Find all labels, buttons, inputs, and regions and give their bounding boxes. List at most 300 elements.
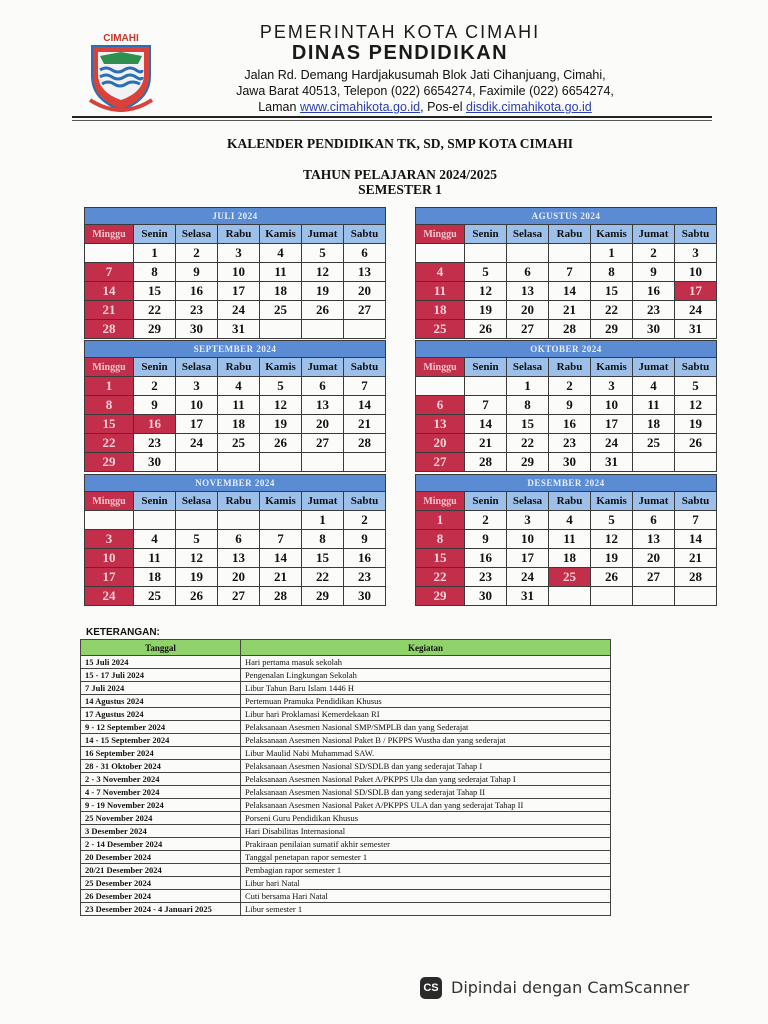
empty-cell: [302, 320, 344, 339]
day-header: Minggu: [416, 225, 465, 244]
date-cell: 30: [344, 587, 386, 606]
day-header: Senin: [134, 492, 176, 511]
date-cell: 9: [549, 396, 591, 415]
date-cell: 10: [218, 263, 260, 282]
month-calendar: [415, 207, 717, 339]
date-cell: 9: [633, 263, 675, 282]
day-header: Kamis: [591, 492, 633, 511]
week-row: [416, 511, 717, 530]
day-header: Rabu: [549, 225, 591, 244]
date-cell: 11: [633, 396, 675, 415]
date-cell: 29: [85, 453, 134, 472]
week-row: [85, 377, 386, 396]
date-cell: 12: [591, 530, 633, 549]
day-header: Senin: [134, 358, 176, 377]
legend-date: 3 Desember 2024: [81, 825, 241, 838]
legend-row: [81, 747, 611, 760]
legend-date: 9 - 12 September 2024: [81, 721, 241, 734]
date-cell: 25: [416, 320, 465, 339]
date-cell: 12: [675, 396, 717, 415]
empty-cell: [85, 511, 134, 530]
date-cell: 29: [416, 587, 465, 606]
date-cell: 30: [176, 320, 218, 339]
date-cell: 2: [465, 511, 507, 530]
date-cell: 15: [507, 415, 549, 434]
website-label: Laman: [258, 100, 300, 114]
date-cell: 14: [85, 282, 134, 301]
legend-date: 20 Desember 2024: [81, 851, 241, 864]
date-cell: 25: [549, 568, 591, 587]
date-cell: 26: [176, 587, 218, 606]
date-cell: 17: [176, 415, 218, 434]
date-cell: 11: [260, 263, 302, 282]
date-cell: 16: [465, 549, 507, 568]
legend-row: [81, 838, 611, 851]
date-cell: 23: [633, 301, 675, 320]
date-cell: 5: [465, 263, 507, 282]
date-cell: 5: [591, 511, 633, 530]
date-cell: 23: [134, 434, 176, 453]
date-cell: 6: [507, 263, 549, 282]
empty-cell: [675, 453, 717, 472]
date-cell: 5: [675, 377, 717, 396]
date-cell: 18: [218, 415, 260, 434]
date-cell: 19: [176, 568, 218, 587]
date-cell: 23: [344, 568, 386, 587]
date-cell: 6: [344, 244, 386, 263]
letterhead-rule: [72, 116, 712, 118]
date-cell: 16: [176, 282, 218, 301]
date-cell: 13: [218, 549, 260, 568]
date-cell: 11: [218, 396, 260, 415]
date-cell: 8: [591, 263, 633, 282]
empty-cell: [260, 320, 302, 339]
month-title: DESEMBER 2024: [416, 475, 717, 492]
date-cell: 20: [416, 434, 465, 453]
legend-table: [80, 639, 611, 916]
date-cell: 30: [633, 320, 675, 339]
empty-cell: [507, 244, 549, 263]
date-cell: 2: [344, 511, 386, 530]
date-cell: 3: [218, 244, 260, 263]
date-cell: 25: [633, 434, 675, 453]
date-cell: 6: [218, 530, 260, 549]
legend-date: 7 Juli 2024: [81, 682, 241, 695]
empty-cell: [465, 377, 507, 396]
date-cell: 14: [344, 396, 386, 415]
date-cell: 20: [507, 301, 549, 320]
date-cell: 15: [302, 549, 344, 568]
legend-date: 28 - 31 Oktober 2024: [81, 760, 241, 773]
empty-cell: [344, 453, 386, 472]
empty-cell: [344, 320, 386, 339]
logo-text: CIMAHI: [103, 33, 139, 44]
empty-cell: [176, 453, 218, 472]
date-cell: 28: [549, 320, 591, 339]
date-cell: 1: [507, 377, 549, 396]
legend-activity: Pelaksanaan Asesmen Nasional Paket A/PKPPS Ula dan yang sederajat Tahap I: [241, 773, 611, 786]
month-calendar: [84, 207, 386, 339]
address-line-2: Jawa Barat 40513, Telepon (022) 6654274, Faximile (022) 6654274,: [236, 84, 614, 98]
legend-row: [81, 656, 611, 669]
date-cell: 20: [633, 549, 675, 568]
day-header: Minggu: [416, 358, 465, 377]
date-cell: 11: [549, 530, 591, 549]
day-header: Kamis: [260, 225, 302, 244]
date-cell: 15: [416, 549, 465, 568]
legend-row: [81, 812, 611, 825]
day-header: Rabu: [218, 492, 260, 511]
legend-activity: Libur hari Natal: [241, 877, 611, 890]
date-cell: 3: [591, 377, 633, 396]
date-cell: 25: [134, 587, 176, 606]
date-cell: 26: [675, 434, 717, 453]
day-header: Minggu: [85, 225, 134, 244]
date-cell: 20: [302, 415, 344, 434]
date-cell: 4: [134, 530, 176, 549]
empty-cell: [549, 587, 591, 606]
day-header: Selasa: [507, 492, 549, 511]
day-header: Sabtu: [344, 225, 386, 244]
date-cell: 31: [218, 320, 260, 339]
legend-row: [81, 864, 611, 877]
address-line-3: [190, 99, 660, 115]
date-cell: 15: [85, 415, 134, 434]
date-cell: 5: [260, 377, 302, 396]
date-cell: 13: [633, 530, 675, 549]
week-row: [416, 415, 717, 434]
date-cell: 27: [218, 587, 260, 606]
legend-row: [81, 825, 611, 838]
date-cell: 24: [218, 301, 260, 320]
week-row: [416, 377, 717, 396]
day-header: Selasa: [176, 358, 218, 377]
date-cell: 8: [302, 530, 344, 549]
date-cell: 16: [549, 415, 591, 434]
email-label: , Pos-el: [420, 100, 466, 114]
date-cell: 13: [507, 282, 549, 301]
date-cell: 8: [416, 530, 465, 549]
date-cell: 21: [344, 415, 386, 434]
week-row: [85, 282, 386, 301]
date-cell: 22: [507, 434, 549, 453]
date-cell: 5: [176, 530, 218, 549]
legend-row: [81, 877, 611, 890]
empty-cell: [675, 587, 717, 606]
date-cell: 15: [591, 282, 633, 301]
date-cell: 4: [416, 263, 465, 282]
camscanner-label: Dipindai dengan CamScanner: [451, 978, 690, 997]
week-row: [416, 301, 717, 320]
legend-activity: Tanggal penetapan rapor semester 1: [241, 851, 611, 864]
month-calendar: [415, 340, 717, 472]
date-cell: 10: [85, 549, 134, 568]
month-title: OKTOBER 2024: [416, 341, 717, 358]
legend-activity: Pelaksanaan Asesmen Nasional Paket B / PKPPS Wustha dan yang sederajat: [241, 734, 611, 747]
day-header: Jumat: [302, 225, 344, 244]
date-cell: 10: [507, 530, 549, 549]
date-cell: 25: [218, 434, 260, 453]
date-cell: 2: [633, 244, 675, 263]
day-header: Jumat: [633, 358, 675, 377]
day-header: Senin: [465, 225, 507, 244]
date-cell: 14: [465, 415, 507, 434]
semester-label: SEMESTER 1: [358, 182, 442, 197]
date-cell: 29: [507, 453, 549, 472]
date-cell: 19: [591, 549, 633, 568]
date-cell: 7: [465, 396, 507, 415]
date-cell: 29: [591, 320, 633, 339]
date-cell: 21: [549, 301, 591, 320]
date-cell: 21: [260, 568, 302, 587]
legend-col-activity: Kegiatan: [241, 640, 611, 656]
date-cell: 21: [675, 549, 717, 568]
date-cell: 14: [260, 549, 302, 568]
legend-activity: Libur Tahun Baru Islam 1446 H: [241, 682, 611, 695]
date-cell: 22: [302, 568, 344, 587]
legend-header-row: [81, 640, 611, 656]
month-title: JULI 2024: [85, 208, 386, 225]
day-header: Rabu: [549, 492, 591, 511]
legend-activity: Porseni Guru Pendidikan Khusus: [241, 812, 611, 825]
empty-cell: [633, 453, 675, 472]
week-row: [85, 434, 386, 453]
legend-row: [81, 695, 611, 708]
date-cell: 10: [675, 263, 717, 282]
legend-activity: Hari pertama masuk sekolah: [241, 656, 611, 669]
legend-row: [81, 760, 611, 773]
legend-activity: Prakiraan penilaian sumatif akhir semester: [241, 838, 611, 851]
date-cell: 17: [675, 282, 717, 301]
date-cell: 19: [260, 415, 302, 434]
date-cell: 28: [85, 320, 134, 339]
legend-activity: Pertemuan Pramuka Pendidikan Khusus: [241, 695, 611, 708]
date-cell: 16: [633, 282, 675, 301]
date-cell: 23: [549, 434, 591, 453]
empty-cell: [302, 453, 344, 472]
day-header: Rabu: [549, 358, 591, 377]
legend-date: 25 November 2024: [81, 812, 241, 825]
date-cell: 3: [507, 511, 549, 530]
week-row: [85, 263, 386, 282]
empty-cell: [633, 587, 675, 606]
date-cell: 1: [416, 511, 465, 530]
date-cell: 26: [302, 301, 344, 320]
date-cell: 27: [302, 434, 344, 453]
week-row: [416, 549, 717, 568]
date-cell: 6: [302, 377, 344, 396]
week-row: [85, 301, 386, 320]
date-cell: 4: [218, 377, 260, 396]
month-title: NOVEMBER 2024: [85, 475, 386, 492]
week-row: [416, 587, 717, 606]
date-cell: 20: [344, 282, 386, 301]
date-cell: 24: [507, 568, 549, 587]
empty-cell: [260, 453, 302, 472]
date-cell: 7: [344, 377, 386, 396]
legend-row: [81, 682, 611, 695]
legend-date: 16 September 2024: [81, 747, 241, 760]
date-cell: 18: [134, 568, 176, 587]
week-row: [416, 244, 717, 263]
legend-date: 14 Agustus 2024: [81, 695, 241, 708]
date-cell: 12: [302, 263, 344, 282]
legend-date: 9 - 19 November 2024: [81, 799, 241, 812]
week-row: [416, 320, 717, 339]
date-cell: 22: [85, 434, 134, 453]
government-name: PEMERINTAH KOTA CIMAHI: [259, 22, 541, 42]
date-cell: 12: [465, 282, 507, 301]
date-cell: 10: [176, 396, 218, 415]
date-cell: 28: [465, 453, 507, 472]
date-cell: 24: [675, 301, 717, 320]
date-cell: 1: [85, 377, 134, 396]
date-cell: 22: [416, 568, 465, 587]
empty-cell: [85, 244, 134, 263]
legend-row: [81, 773, 611, 786]
date-cell: 18: [633, 415, 675, 434]
day-header: Minggu: [85, 492, 134, 511]
legend-row: [81, 890, 611, 903]
empty-cell: [416, 377, 465, 396]
legend-activity: Hari Disabilitas Internasional: [241, 825, 611, 838]
date-cell: 11: [134, 549, 176, 568]
legend-date: 15 - 17 Juli 2024: [81, 669, 241, 682]
date-cell: 26: [465, 320, 507, 339]
date-cell: 4: [549, 511, 591, 530]
month-title: AGUSTUS 2024: [416, 208, 717, 225]
date-cell: 2: [176, 244, 218, 263]
date-cell: 26: [591, 568, 633, 587]
email-link[interactable]: disdik.cimahikota.go.id: [466, 100, 592, 114]
date-cell: 11: [416, 282, 465, 301]
date-cell: 22: [134, 301, 176, 320]
date-cell: 18: [416, 301, 465, 320]
date-cell: 17: [507, 549, 549, 568]
day-header: Senin: [134, 225, 176, 244]
date-cell: 17: [591, 415, 633, 434]
school-year: TAHUN PELAJARAN 2024/2025: [302, 167, 497, 182]
date-cell: 31: [507, 587, 549, 606]
date-cell: 24: [591, 434, 633, 453]
date-cell: 21: [465, 434, 507, 453]
legend-row: [81, 708, 611, 721]
week-row: [416, 568, 717, 587]
date-cell: 13: [416, 415, 465, 434]
legend-date: 14 - 15 September 2024: [81, 734, 241, 747]
date-cell: 7: [85, 263, 134, 282]
week-row: [416, 530, 717, 549]
date-cell: 3: [176, 377, 218, 396]
day-header: Selasa: [507, 358, 549, 377]
legend-date: 26 Desember 2024: [81, 890, 241, 903]
date-cell: 7: [260, 530, 302, 549]
date-cell: 1: [591, 244, 633, 263]
date-cell: 27: [344, 301, 386, 320]
date-cell: 3: [85, 530, 134, 549]
date-cell: 28: [260, 587, 302, 606]
week-row: [85, 453, 386, 472]
legend-row: [81, 903, 611, 916]
week-row: [416, 263, 717, 282]
day-header: Sabtu: [675, 492, 717, 511]
legend-date: 2 - 14 Desember 2024: [81, 838, 241, 851]
date-cell: 1: [134, 244, 176, 263]
legend-row: [81, 669, 611, 682]
day-header: Selasa: [176, 492, 218, 511]
legend-activity: Libur Maulid Nabi Muhammad SAW.: [241, 747, 611, 760]
day-header: Rabu: [218, 358, 260, 377]
website-link[interactable]: www.cimahikota.go.id: [299, 100, 421, 114]
day-header: Minggu: [416, 492, 465, 511]
date-cell: 20: [218, 568, 260, 587]
empty-cell: [218, 511, 260, 530]
legend-title: KETERANGAN:: [86, 627, 160, 638]
day-header: Selasa: [507, 225, 549, 244]
date-cell: 9: [344, 530, 386, 549]
date-cell: 27: [507, 320, 549, 339]
date-cell: 4: [633, 377, 675, 396]
week-row: [85, 587, 386, 606]
date-cell: 13: [302, 396, 344, 415]
legend-col-date: Tanggal: [81, 640, 241, 656]
date-cell: 29: [302, 587, 344, 606]
date-cell: 2: [549, 377, 591, 396]
legend-activity: Cuti bersama Hari Natal: [241, 890, 611, 903]
date-cell: 4: [260, 244, 302, 263]
date-cell: 31: [591, 453, 633, 472]
empty-cell: [260, 511, 302, 530]
week-row: [85, 568, 386, 587]
legend-date: 4 - 7 November 2024: [81, 786, 241, 799]
day-header: Selasa: [176, 225, 218, 244]
legend-row: [81, 799, 611, 812]
calendar-title: KALENDER PENDIDIKAN TK, SD, SMP KOTA CIMAHI: [226, 136, 574, 151]
legend-row: [81, 851, 611, 864]
day-header: Senin: [465, 492, 507, 511]
date-cell: 23: [176, 301, 218, 320]
date-cell: 8: [85, 396, 134, 415]
date-cell: 9: [134, 396, 176, 415]
date-cell: 21: [85, 301, 134, 320]
empty-cell: [134, 511, 176, 530]
week-row: [85, 320, 386, 339]
date-cell: 8: [134, 263, 176, 282]
date-cell: 25: [260, 301, 302, 320]
date-cell: 31: [675, 320, 717, 339]
date-cell: 8: [507, 396, 549, 415]
department-name: DINAS PENDIDIKAN: [291, 42, 509, 64]
legend-activity: Pelaksanaan Asesmen Nasional Paket A/PKPPS ULA dan yang sederajat Tahap II: [241, 799, 611, 812]
day-header: Sabtu: [675, 225, 717, 244]
day-header: Jumat: [633, 225, 675, 244]
date-cell: 28: [675, 568, 717, 587]
date-cell: 2: [134, 377, 176, 396]
date-cell: 5: [302, 244, 344, 263]
day-header: Senin: [465, 358, 507, 377]
legend-date: 15 Juli 2024: [81, 656, 241, 669]
week-row: [85, 415, 386, 434]
empty-cell: [549, 244, 591, 263]
date-cell: 30: [465, 587, 507, 606]
week-row: [85, 511, 386, 530]
date-cell: 9: [176, 263, 218, 282]
legend-activity: Pelaksanaan Asesmen Nasional SMP/SMPLB dan yang Sederajat: [241, 721, 611, 734]
date-cell: 19: [302, 282, 344, 301]
month-calendar: [84, 340, 386, 472]
legend-activity: Pelaksanaan Asesmen Nasional SD/SDLB dan yang sederajat Tahap II: [241, 786, 611, 799]
day-header: Rabu: [218, 225, 260, 244]
